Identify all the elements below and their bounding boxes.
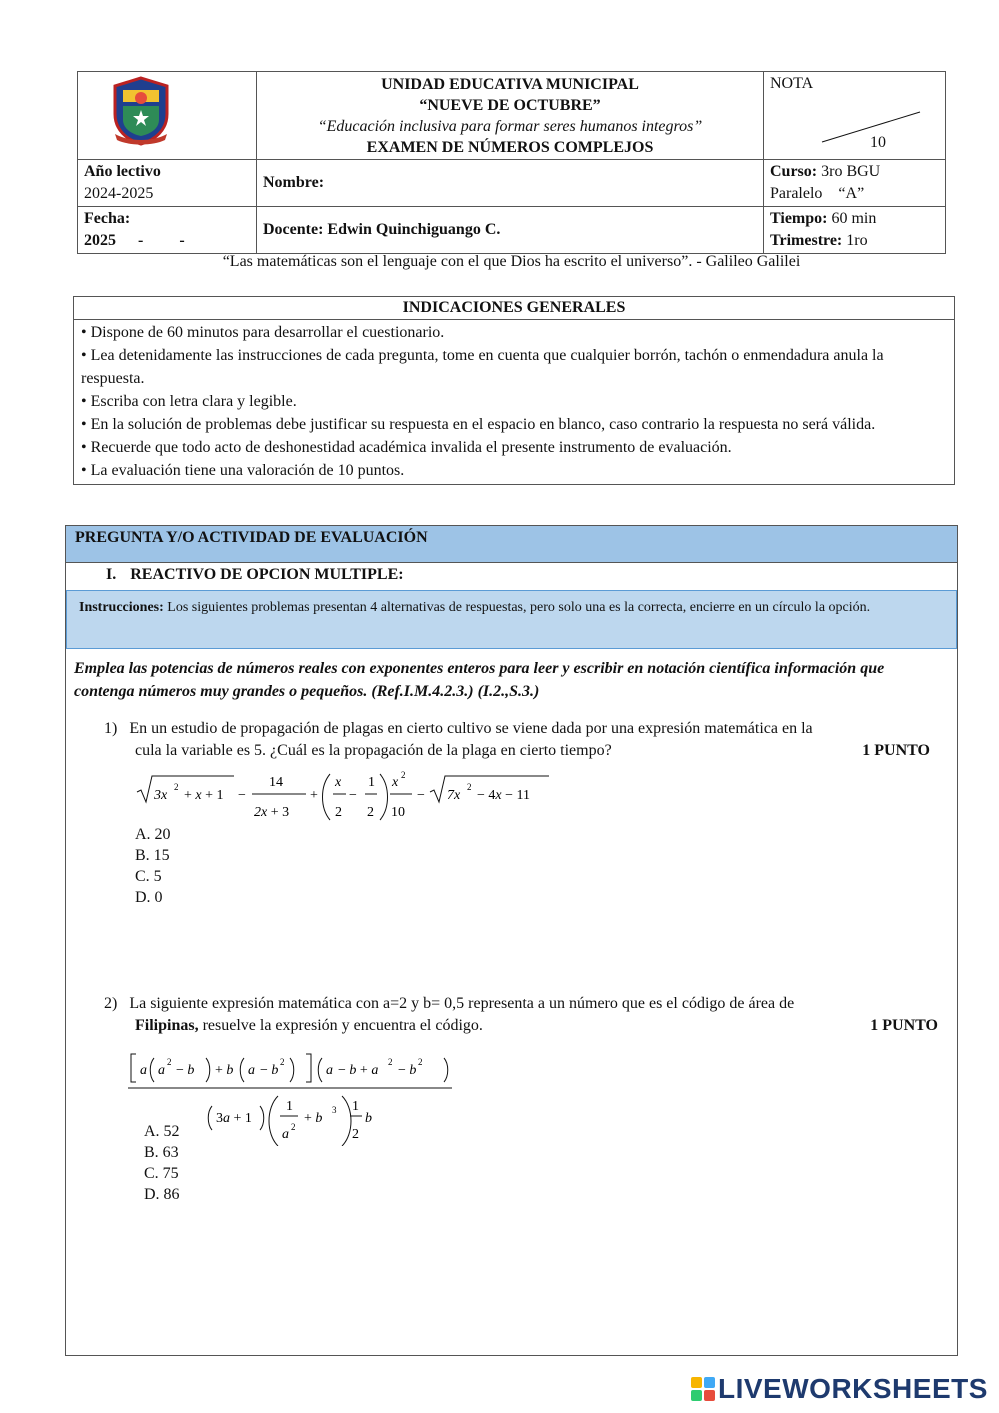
svg-text:10: 10 bbox=[391, 805, 405, 820]
ano-label: Año lectivo bbox=[84, 163, 161, 180]
q1-option-c[interactable]: C. 5 bbox=[135, 868, 162, 885]
liveworksheets-brand bbox=[690, 1373, 988, 1405]
school-subname: “NUEVE DE OCTUBRE” bbox=[419, 97, 601, 114]
subsection-title: REACTIVO DE OPCION MULTIPLE: bbox=[130, 566, 404, 583]
svg-text:a: a bbox=[140, 1063, 147, 1078]
header-table bbox=[77, 71, 946, 254]
svg-text:+ x + 1: + x + 1 bbox=[184, 788, 224, 803]
indication-item: • Recuerde que todo acto de deshonestidad académica invalida el presente instrumento de evaluación. bbox=[81, 439, 732, 456]
svg-text:x: x bbox=[392, 775, 399, 790]
fecha-year: 2025 bbox=[84, 232, 116, 249]
svg-text:3: 3 bbox=[332, 1105, 337, 1115]
svg-text:2: 2 bbox=[280, 1057, 285, 1067]
svg-text:−: − bbox=[238, 788, 246, 803]
learning-objective: Emplea las potencias de números reales con exponentes enteros para leer y escribir en notación científica información que contenga números muy grandes o pequeños. (Ref.I.M.4.2.3.) (I.2.,S.3.) bbox=[74, 660, 885, 700]
svg-text:2: 2 bbox=[467, 782, 472, 792]
logo-cell bbox=[78, 72, 257, 160]
instructions-box bbox=[66, 590, 957, 649]
nota-label: NOTA bbox=[770, 75, 814, 92]
nombre-label: Nombre: bbox=[263, 174, 325, 191]
docente-name: Docente: Edwin Quinchiguango C. bbox=[263, 221, 501, 238]
svg-text:+ b: + b bbox=[304, 1111, 323, 1126]
svg-text:− b: − b bbox=[176, 1063, 195, 1078]
svg-text:−: − bbox=[417, 788, 425, 803]
evaluation-frame bbox=[65, 525, 958, 1356]
q2-number: 2) bbox=[104, 995, 118, 1012]
ano-cell bbox=[78, 160, 257, 207]
q1-option-b[interactable]: B. 15 bbox=[135, 847, 170, 864]
svg-text:2: 2 bbox=[418, 1057, 423, 1067]
svg-text:14: 14 bbox=[269, 775, 283, 790]
tiempo-cell bbox=[764, 207, 946, 254]
q2-options bbox=[144, 1121, 180, 1205]
subsection-band bbox=[66, 563, 957, 589]
q2-option-d[interactable]: D. 86 bbox=[144, 1186, 180, 1203]
svg-text:1: 1 bbox=[286, 1099, 293, 1114]
nombre-field[interactable] bbox=[257, 160, 764, 207]
q2-bold-word: Filipinas, bbox=[135, 1017, 199, 1034]
indication-item: • La evaluación tiene una valoración de 10 puntos. bbox=[81, 462, 405, 479]
svg-text:2: 2 bbox=[167, 1057, 172, 1067]
docente-cell bbox=[257, 207, 764, 254]
tiempo-value: 60 min bbox=[831, 210, 877, 227]
fecha-dash-1: - bbox=[138, 232, 144, 249]
tiempo-label: Tiempo: bbox=[770, 210, 828, 227]
svg-text:− b + a: − b + a bbox=[338, 1063, 379, 1078]
svg-text:− b: − b bbox=[398, 1063, 417, 1078]
q1-option-d[interactable]: D. 0 bbox=[135, 889, 163, 906]
school-name: UNIDAD EDUCATIVA MUNICIPAL bbox=[381, 76, 639, 93]
nota-cell bbox=[764, 72, 946, 160]
q2-points: 1 PUNTO bbox=[870, 1017, 938, 1034]
q2-line2: resuelve la expresión y encuentra el código. bbox=[198, 1017, 483, 1034]
instructions-label: Instrucciones: bbox=[79, 600, 164, 615]
school-motto: “Educación inclusiva para formar seres humanos integros” bbox=[317, 118, 703, 135]
svg-text:2: 2 bbox=[174, 782, 179, 792]
q2-option-c[interactable]: C. 75 bbox=[144, 1165, 179, 1182]
q1-line2: cula la variable es 5. ¿Cuál es la propagación de la plaga en cierto tiempo? bbox=[135, 742, 612, 759]
trimestre-value: 1ro bbox=[846, 232, 868, 249]
instructions-text: Los siguientes problemas presentan 4 alternativas de respuestas, pero solo una es la correcta, encierre en un círculo la opción. bbox=[163, 600, 871, 615]
indication-item: • Dispone de 60 minutos para desarrollar el cuestionario. bbox=[81, 324, 445, 341]
school-title-cell bbox=[257, 72, 764, 160]
svg-text:a: a bbox=[248, 1063, 255, 1078]
q1-expression bbox=[134, 768, 554, 826]
svg-text:− b: − b bbox=[260, 1063, 279, 1078]
q1-points: 1 PUNTO bbox=[862, 742, 930, 759]
svg-text:2: 2 bbox=[367, 805, 374, 820]
fecha-label: Fecha: bbox=[84, 210, 131, 227]
svg-text:1: 1 bbox=[368, 775, 375, 790]
q1-option-a[interactable]: A. 20 bbox=[135, 826, 171, 843]
svg-text:2: 2 bbox=[335, 805, 342, 820]
ano-value: 2024-2025 bbox=[84, 185, 154, 202]
svg-text:−: − bbox=[349, 788, 357, 803]
svg-text:b: b bbox=[365, 1111, 372, 1126]
svg-text:2x + 3: 2x + 3 bbox=[254, 805, 290, 820]
section-heading-band bbox=[66, 526, 957, 563]
curso-label: Curso: bbox=[770, 163, 818, 180]
indication-item: • En la solución de problemas debe justificar su respuesta en el espacio en blanco, caso contrario la respuesta no será válida. bbox=[81, 416, 876, 433]
q1-options bbox=[135, 824, 171, 908]
svg-text:2: 2 bbox=[291, 1122, 296, 1132]
trimestre-label: Trimestre: bbox=[770, 232, 843, 249]
general-indications-title: INDICACIONES GENERALES bbox=[74, 297, 954, 320]
svg-text:3a + 1: 3a + 1 bbox=[216, 1111, 252, 1126]
svg-text:1: 1 bbox=[352, 1099, 359, 1114]
svg-text:7x: 7x bbox=[447, 788, 461, 803]
q2-option-a[interactable]: A. 52 bbox=[144, 1123, 180, 1140]
liveworksheets-wordmark: LIVEWORKSHEETS bbox=[718, 1373, 988, 1404]
svg-text:2: 2 bbox=[401, 770, 406, 780]
q1-line1: En un estudio de propagación de plagas en cierto cultivo se viene dada por una expresión matemática en la bbox=[129, 720, 813, 737]
svg-text:x: x bbox=[335, 775, 342, 790]
svg-text:+: + bbox=[310, 788, 318, 803]
galileo-quote: “Las matemáticas son el lenguaje con el que Dios ha escrito el universo”. - Galileo Galilei bbox=[222, 253, 801, 270]
curso-value: 3ro BGU bbox=[821, 163, 881, 180]
q1-number: 1) bbox=[104, 720, 118, 737]
svg-text:+ b: + b bbox=[215, 1063, 234, 1078]
curso-cell bbox=[764, 160, 946, 207]
general-indications-list bbox=[74, 320, 954, 484]
indication-item: • Lea detenidamente las instrucciones de cada pregunta, tome en cuenta que cualquier borrón, tachón o enmendadura anula la respuesta. bbox=[81, 347, 884, 387]
svg-text:2: 2 bbox=[352, 1127, 359, 1142]
svg-text:2: 2 bbox=[388, 1057, 393, 1067]
svg-text:a: a bbox=[158, 1063, 165, 1078]
svg-text:3x: 3x bbox=[154, 788, 168, 803]
fecha-dash-2: - bbox=[179, 232, 185, 249]
fecha-cell[interactable] bbox=[78, 207, 257, 254]
indication-item: • Escriba con letra clara y legible. bbox=[81, 393, 297, 410]
nota-max: 10 bbox=[870, 134, 886, 151]
exam-title: EXAMEN DE NÚMEROS COMPLEJOS bbox=[366, 139, 654, 156]
question-2 bbox=[104, 993, 940, 1037]
paralelo-label: Paralelo bbox=[770, 185, 823, 202]
q2-line1: La siguiente expresión matemática con a=2 y b= 0,5 representa a un número que es el código de área de bbox=[129, 995, 795, 1012]
liveworksheets-icon bbox=[690, 1376, 716, 1402]
question-1 bbox=[104, 718, 934, 762]
svg-text:a: a bbox=[282, 1127, 289, 1142]
svg-text:− 4x − 11: − 4x − 11 bbox=[477, 788, 531, 803]
svg-text:a: a bbox=[326, 1063, 333, 1078]
subsection-number: I. bbox=[106, 566, 117, 583]
q2-option-b[interactable]: B. 63 bbox=[144, 1144, 179, 1161]
general-indications-box bbox=[73, 296, 955, 485]
paralelo-value: “A” bbox=[838, 185, 865, 202]
section-heading: PREGUNTA Y/O ACTIVIDAD DE EVALUACIÓN bbox=[75, 529, 428, 546]
